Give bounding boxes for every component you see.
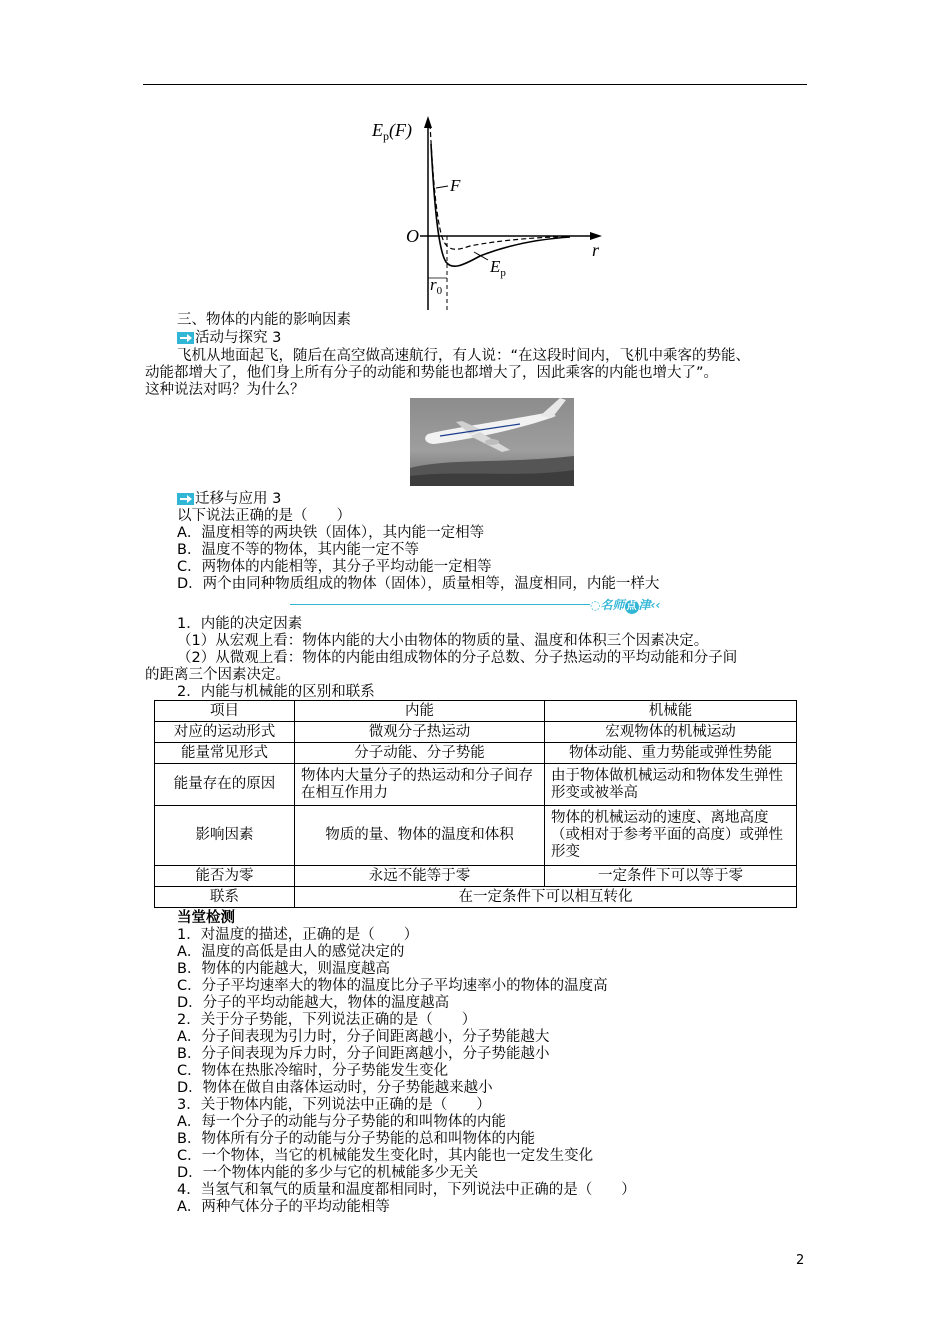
table-cell: 物质的量、物体的温度和体积 — [295, 806, 545, 866]
table-row — [155, 887, 797, 908]
table-cell: 在一定条件下可以相互转化 — [295, 887, 797, 908]
table-cell: 物体的机械运动的速度、离地高度（或相对于参考平面的高度）或弹性形变 — [545, 806, 797, 866]
table-cell: 一定条件下可以等于零 — [545, 866, 797, 887]
table-cell: 能量常见形式 — [155, 743, 295, 764]
f-pointer — [436, 186, 448, 188]
activity-line-2: 动能都增大了，他们身上所有分子的动能和势能也都增大了，因此乘客的内能也增大了”。 — [145, 365, 719, 381]
table-cell: 能否为零 — [155, 866, 295, 887]
table-header-row — [155, 701, 797, 722]
quiz-line: D．分子的平均动能越大，物体的温度越高 — [177, 995, 450, 1011]
table-cell: 永远不能等于零 — [295, 866, 545, 887]
note-1-b-line-1: （2）从微观上看：物体的内能由组成物体的分子总数、分子热运动的平均动能和分子间 — [177, 650, 738, 666]
transfer-question: 以下说法正确的是（ ） — [177, 508, 351, 524]
r0-label: $r_0$ — [430, 275, 443, 297]
note-1-title: 1．内能的决定因素 — [177, 616, 303, 632]
activity-line-3: 这种说法对吗？为什么？ — [145, 382, 305, 398]
quiz-line: A．温度的高低是由人的感觉决定的 — [177, 944, 405, 960]
quiz-line: 1．对温度的描述，正确的是（ ） — [177, 927, 419, 943]
y-axis-arrow — [424, 116, 432, 128]
transfer-option-c: C．两物体的内能相等，其分子平均动能一定相等 — [177, 559, 492, 575]
note-2-title: 2．内能与机械能的区别和联系 — [177, 684, 375, 700]
note-1-b-line-2: 的距离三个因素决定。 — [145, 667, 290, 683]
section-divider — [290, 604, 590, 605]
table-row — [155, 722, 797, 743]
arrow-tag-icon — [177, 493, 194, 505]
quiz-line: C．分子平均速率大的物体的温度比分子平均速率小的物体的温度高 — [177, 978, 608, 994]
comparison-table — [154, 700, 797, 908]
y-axis-label: $E_p(F)$ — [372, 120, 412, 143]
transfer-option-b: B．温度不等的物体，其内能一定不等 — [177, 542, 419, 558]
quiz-line: D．一个物体内能的多少与它的机械能多少无关 — [177, 1165, 479, 1181]
table-header-cell: 内能 — [295, 701, 545, 722]
transfer-option-a: A．温度相等的两块铁（固体），其内能一定相等 — [177, 525, 485, 541]
table-row — [155, 866, 797, 887]
x-axis-label: r — [592, 240, 600, 260]
table-cell: 能量存在的原因 — [155, 764, 295, 806]
quiz-line: B．物体的内能越大，则温度越高 — [177, 961, 390, 977]
activity-line-1: 飞机从地面起飞，随后在高空做高速航行，有人说：“在这段时间内，飞机中乘客的势能、 — [177, 348, 751, 364]
airplane-photo — [410, 398, 574, 486]
brand-mark: ◌名师 点 津‹‹ — [590, 598, 661, 612]
table-cell: 微观分子热运动 — [295, 722, 545, 743]
table-cell: 由于物体做机械运动和物体发生弹性形变或被举高 — [545, 764, 797, 806]
transfer-heading: 迁移与应用 3 — [177, 491, 281, 508]
transfer-option-d: D．两个由同种物质组成的物体（固体），质量相等，温度相同，内能一样大 — [177, 576, 660, 592]
table-row — [155, 764, 797, 806]
quiz-line: B．物体所有分子的动能与分子势能的总和叫物体的内能 — [177, 1131, 535, 1147]
energy-force-graph — [370, 110, 610, 315]
origin-label: O — [406, 226, 419, 246]
quiz-title: 当堂检测 — [177, 910, 235, 926]
quiz-line: D．物体在做自由落体运动时，分子势能越来越小 — [177, 1080, 493, 1096]
quiz-line: 2．关于分子势能，下列说法正确的是（ ） — [177, 1012, 477, 1028]
quiz-line: A．每一个分子的动能与分子势能的和叫物体的内能 — [177, 1114, 506, 1130]
brand-dot-icon: 点 — [626, 601, 637, 612]
section-heading: 三、物体的内能的影响因素 — [177, 312, 351, 328]
quiz-line: A．分子间表现为引力时，分子间距离越小，分子势能越大 — [177, 1029, 550, 1045]
table-cell: 物体动能、重力势能或弹性势能 — [545, 743, 797, 764]
table-header-cell: 项目 — [155, 701, 295, 722]
table-header-cell: 机械能 — [545, 701, 797, 722]
header-rule — [143, 84, 807, 85]
table-cell: 影响因素 — [155, 806, 295, 866]
note-1-a: （1）从宏观上看：物体内能的大小由物体的物质的量、温度和体积三个因素决定。 — [177, 633, 709, 649]
table-cell: 联系 — [155, 887, 295, 908]
quiz-line: A．两种气体分子的平均动能相等 — [177, 1199, 390, 1215]
table-cell: 分子动能、分子势能 — [295, 743, 545, 764]
table-row — [155, 743, 797, 764]
table-cell: 对应的运动形式 — [155, 722, 295, 743]
table-cell: 宏观物体的机械运动 — [545, 722, 797, 743]
force-curve-label: F — [450, 176, 461, 195]
potential-energy-curve — [431, 144, 570, 266]
quiz-line: 3．关于物体内能，下列说法中正确的是（ ） — [177, 1097, 491, 1113]
x-axis-arrow — [590, 232, 602, 240]
quiz-line: C．物体在热胀冷缩时，分子势能发生变化 — [177, 1063, 449, 1079]
table-row — [155, 806, 797, 866]
page-number: 2 — [796, 1253, 805, 1268]
table-cell: 物体内大量分子的热运动和分子间存在相互作用力 — [295, 764, 545, 806]
activity-heading: 活动与探究 3 — [177, 330, 281, 347]
quiz-line: B．分子间表现为斥力时，分子间距离越小，分子势能越小 — [177, 1046, 550, 1062]
ep-curve-label: $E_p$ — [490, 257, 506, 279]
arrow-tag-icon — [177, 332, 194, 344]
quiz-line: 4．当氢气和氧气的质量和温度都相同时，下列说法中正确的是（ ） — [177, 1182, 636, 1198]
quiz-line: C．一个物体，当它的机械能发生变化时，其内能也一定发生变化 — [177, 1148, 594, 1164]
